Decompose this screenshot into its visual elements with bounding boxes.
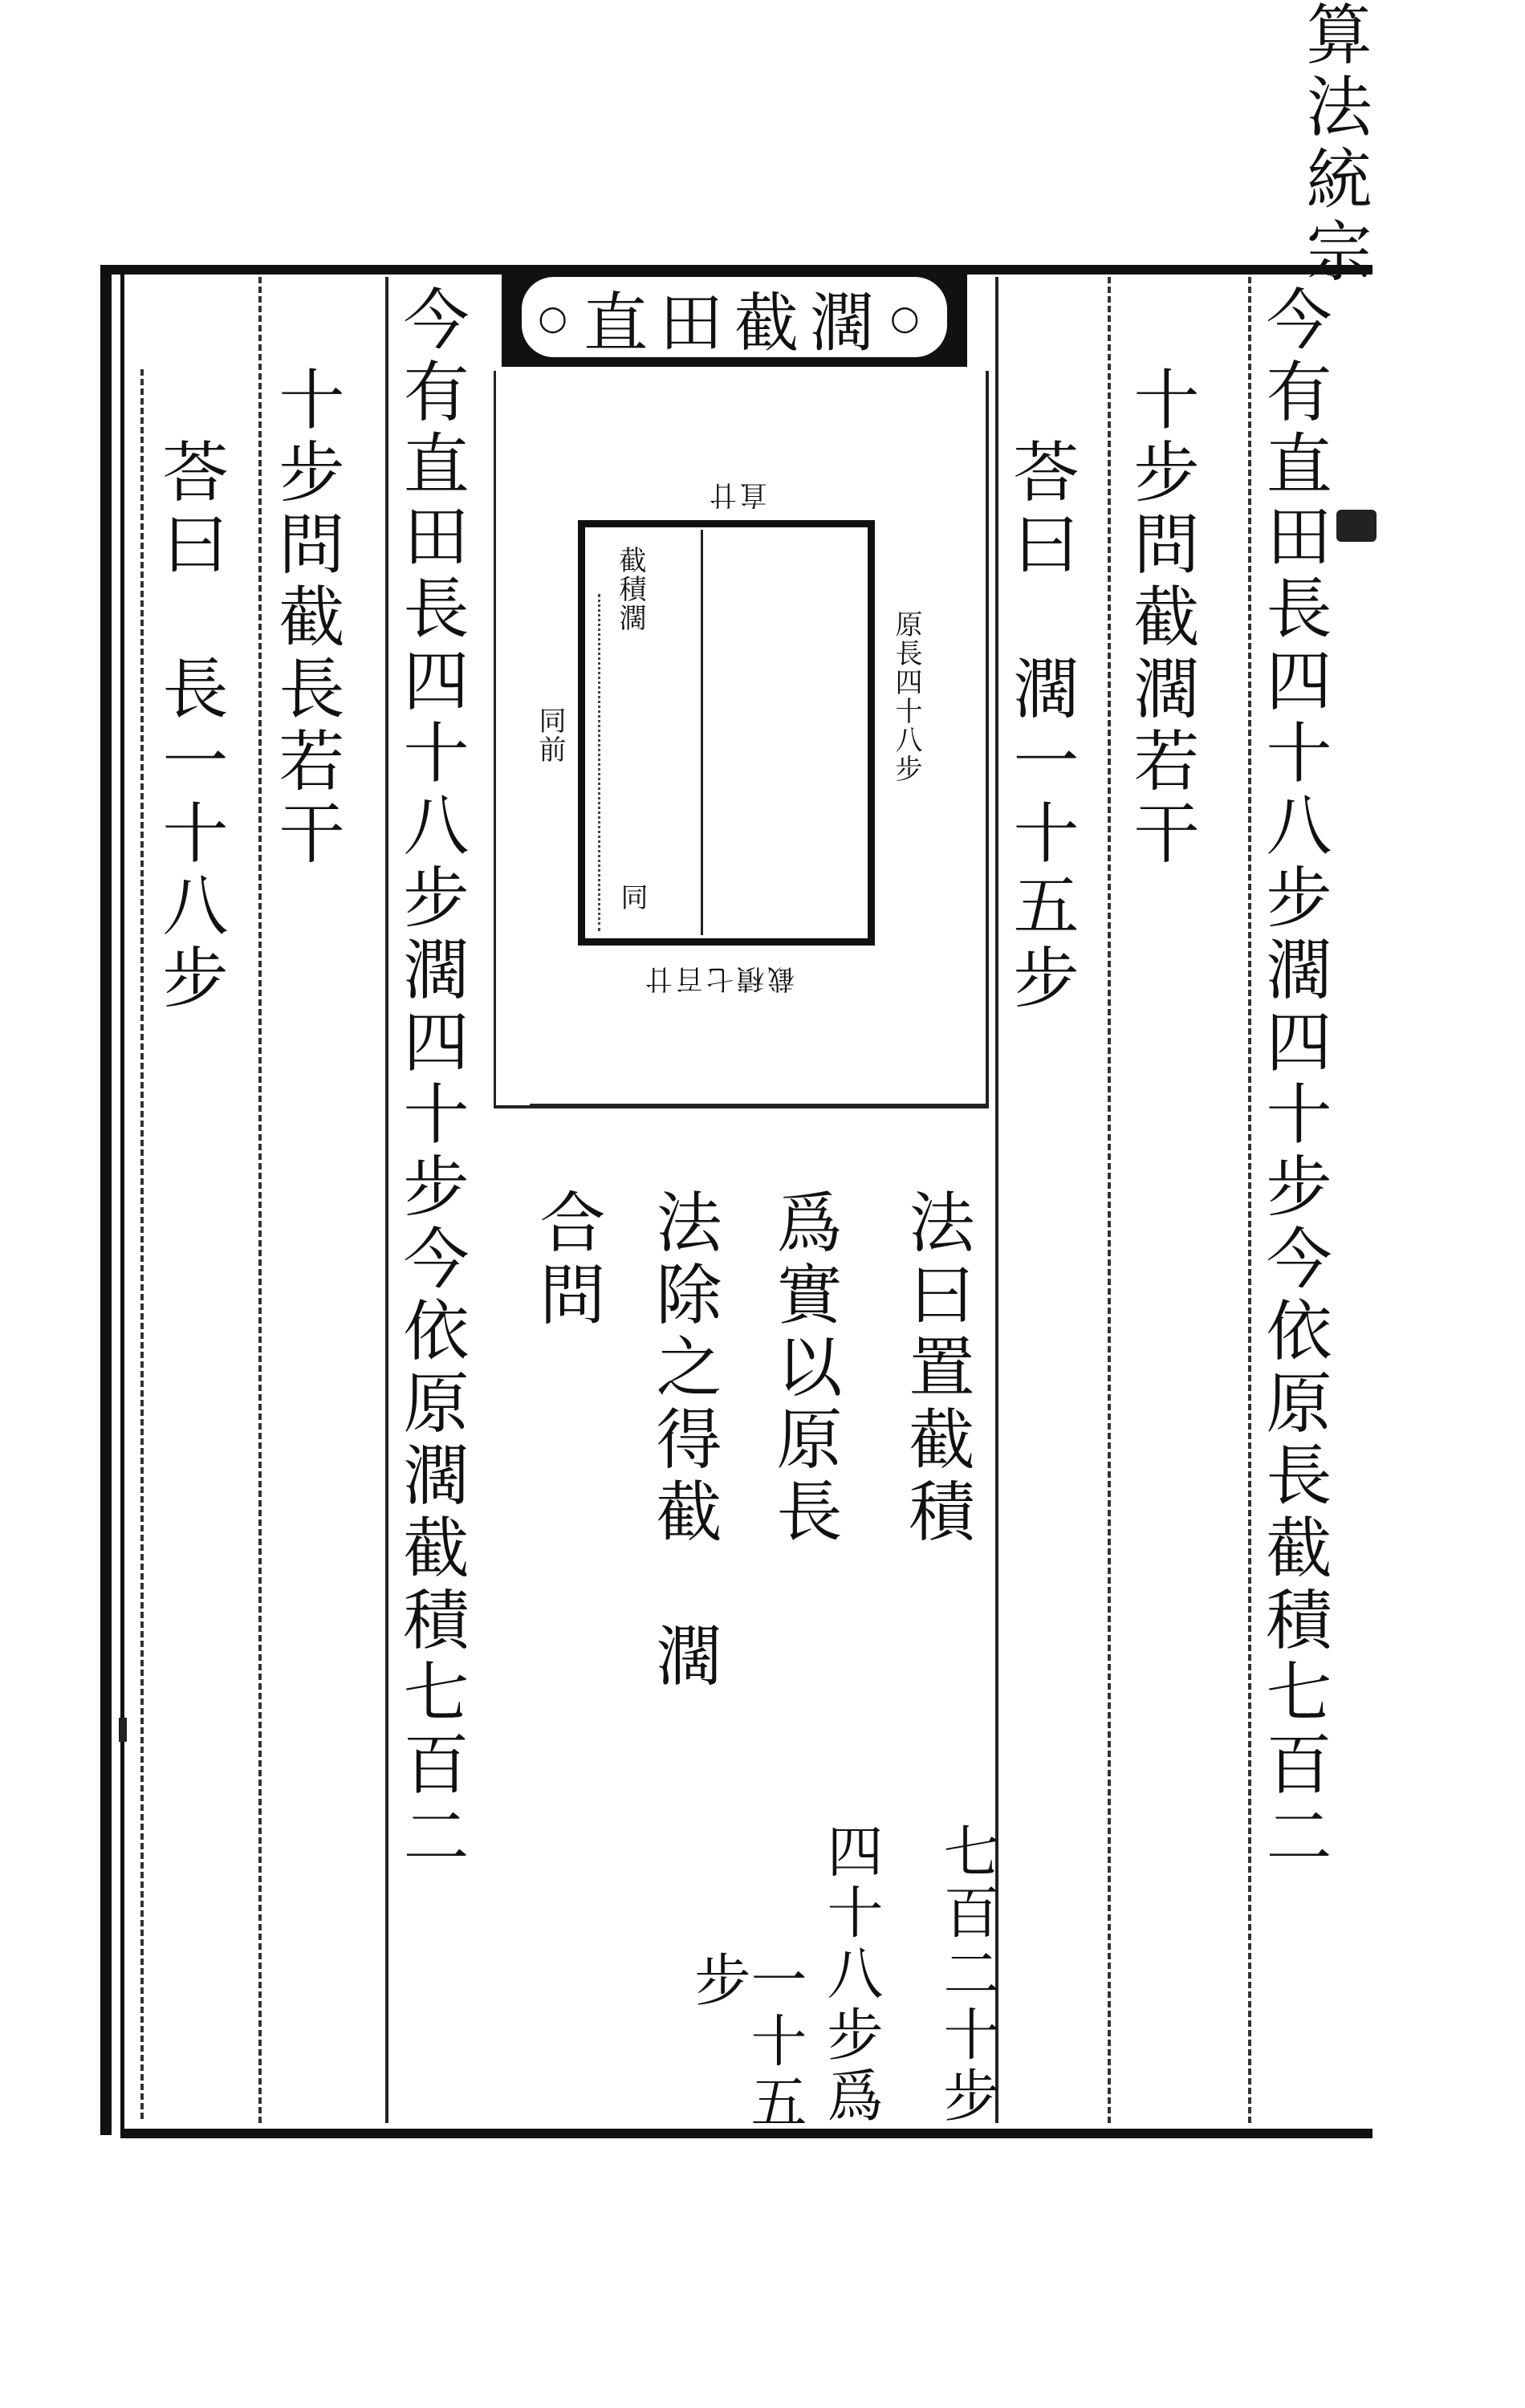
diagram-label-right: 原長四十八步 xyxy=(890,610,922,783)
method-note-3: 一十五步 xyxy=(685,1950,807,2133)
section-title-text: 直田截濶 xyxy=(584,285,885,360)
ring-ornament-icon: ○ xyxy=(890,297,931,337)
section-title xyxy=(522,277,947,360)
answer-text-col-7: 荅曰 長一十八步 xyxy=(152,437,228,1015)
diagram-label-bottom: 截積七百廿 xyxy=(642,962,795,995)
method-text-1: 法曰置截積 xyxy=(898,1188,974,1549)
cut-line xyxy=(701,530,703,935)
page-border-left-inner xyxy=(120,265,124,2135)
column-rule xyxy=(385,277,388,2123)
ink-stain xyxy=(1336,510,1377,542)
problem-text-col-5: 今有直田長四十八步濶四十步今依原濶截積七百二 xyxy=(392,285,469,1874)
problem-text-col-6: 十步問截長若干 xyxy=(268,365,344,871)
column-rule xyxy=(1248,277,1251,2123)
page-border-left xyxy=(100,265,112,2135)
diagram-label-inner-bottom: 同 xyxy=(616,883,648,912)
column-rule xyxy=(1108,277,1111,2123)
ring-ornament-icon: ○ xyxy=(538,297,579,337)
diagram-label-inner: 截積濶 xyxy=(614,546,646,633)
method-note-2: 四十八步爲 xyxy=(818,1822,884,2127)
ink-stain xyxy=(119,1718,127,1742)
method-text-4: 合問 xyxy=(529,1188,605,1332)
dotted-line xyxy=(598,594,600,931)
method-note-1: 七百二十步 xyxy=(934,1822,1000,2127)
column-rule xyxy=(258,277,262,2123)
diagram-label-left: 同前 xyxy=(534,706,566,764)
method-text-2: 爲實以原長 xyxy=(766,1188,842,1549)
diagram-label-top: 直廿 xyxy=(706,478,767,510)
answer-text-col-3: 荅曰 濶一十五步 xyxy=(1002,437,1079,1015)
diagram-separator xyxy=(530,1104,987,1107)
method-text-3: 法除之得截 濶 xyxy=(645,1188,722,1694)
column-rule xyxy=(140,369,144,2119)
problem-text-col-1: 今有直田長四十八步濶四十步今依原長截積七百二 xyxy=(1255,285,1332,1874)
problem-text-col-2: 十步問截濶若干 xyxy=(1123,365,1199,871)
book-title-fragment: 算法統宗 xyxy=(1295,0,1372,289)
